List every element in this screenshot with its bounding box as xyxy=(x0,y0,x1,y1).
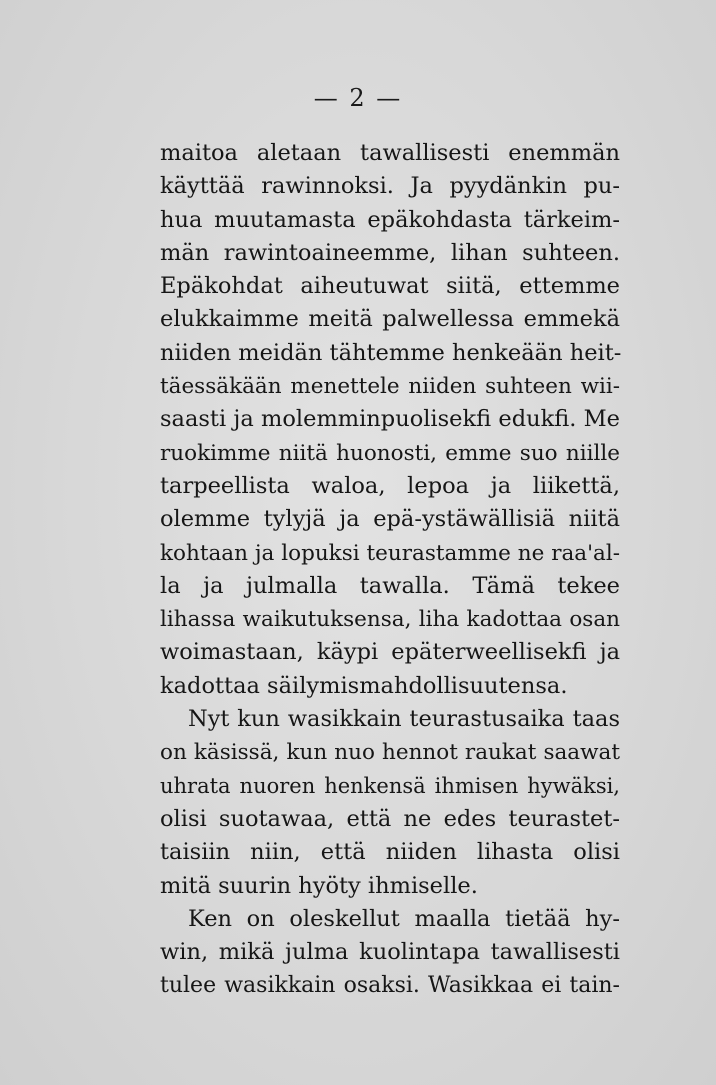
text-line: Ken on oleskellut maalla tietää hy- xyxy=(188,905,620,932)
text-line: elukkaimme meitä palwellessa emmekä xyxy=(160,306,620,333)
text-line: lihassa waikutuksensa, liha kadottaa osan xyxy=(160,607,620,633)
text-line: käyttää rawinnoksi. Ja pyydänkin pu- xyxy=(160,173,620,200)
text-line: hua muutamasta epäkohdasta tärkeim- xyxy=(160,206,620,233)
text-line: olisi suotawaa, että ne edes teurastet- xyxy=(160,805,620,832)
text-line: ruokimme niitä huonosti, emme suo niille xyxy=(160,440,620,466)
text-line: on käsissä, kun nuo hennot raukat saawat xyxy=(160,740,620,766)
text-line: mitä suurin hyöty ihmiselle. xyxy=(160,872,478,899)
text-line: kohtaan ja lopuksi teurastamme ne raa'al- xyxy=(160,540,620,566)
text-line: täessäkään menettele niiden suhteen wii- xyxy=(160,374,620,400)
text-line: uhrata nuoren henkensä ihmisen hywäksi, xyxy=(160,773,620,798)
text-line: Nyt kun wasikkain teurastusaika taas xyxy=(188,706,620,733)
text-line: maitoa aletaan tawallisesti enemmän xyxy=(160,140,620,166)
text-line: saasti ja molemminpuolisekfi edukfi. Me xyxy=(160,406,620,433)
text-line: män rawintoaineemme, lihan suhteen. xyxy=(160,239,620,266)
text-line: niiden meidän tähtemme henkeään heit- xyxy=(160,339,622,366)
text-line: tulee wasikkain osaksi. Wasikkaa ei tain- xyxy=(160,973,620,999)
page-number: — 2 — xyxy=(313,84,403,112)
text-line: olemme tylyjä ja epä-ystäwällisiä niitä xyxy=(160,506,620,533)
text-line: taisiin niin, että niiden lihasta olisi xyxy=(160,839,620,866)
body-text xyxy=(160,137,620,1003)
text-line: kadottaa säilymismahdollisuutensa. xyxy=(160,672,568,699)
text-line: Epäkohdat aiheutuwat siitä, ettemme xyxy=(160,273,620,300)
text-line: la ja julmalla tawalla. Tämä tekee xyxy=(160,572,620,599)
text-line: woimastaan, käypi epäterweellisekfi ja xyxy=(160,639,620,666)
text-line: tarpeellista waloa, lepoa ja liikettä, xyxy=(160,472,620,499)
text-line: win, mikä julma kuolintapa tawallisesti xyxy=(160,939,620,966)
